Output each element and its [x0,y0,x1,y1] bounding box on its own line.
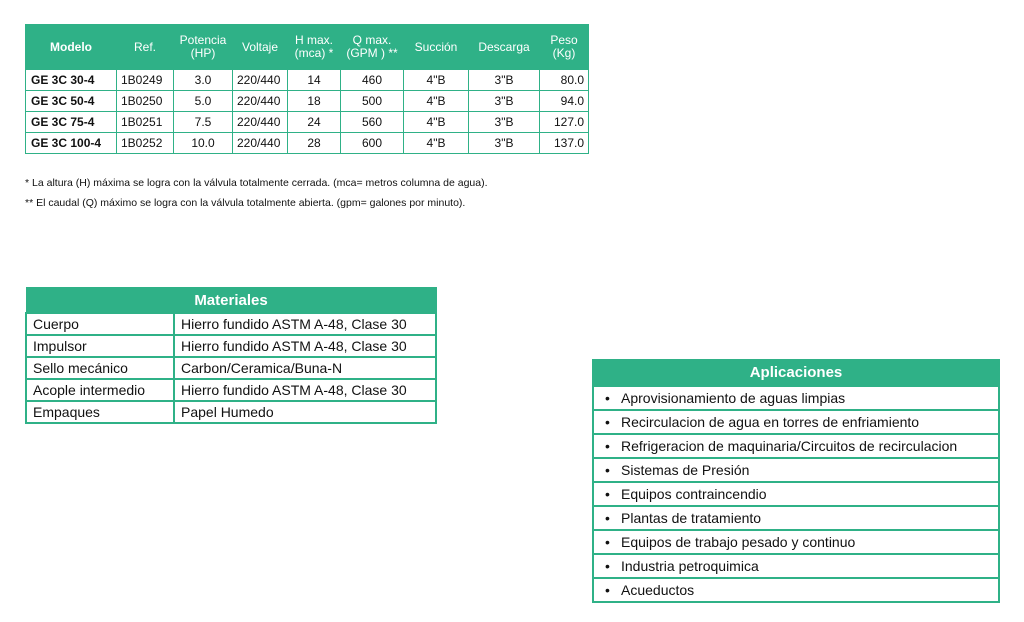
bullet-icon: • [605,486,610,502]
header-hmax-line1: H max. [294,33,333,47]
cell-ref: 1B0250 [117,91,174,112]
header-peso-line1: Peso [550,33,578,47]
list-item-label: Industria petroquimica [621,558,759,574]
cell-modelo: GE 3C 75-4 [26,112,117,133]
list-item-label: Equipos contraincendio [621,486,767,502]
header-descarga: Descarga [469,25,540,70]
cell-succion: 4"B [404,70,469,91]
bullet-icon: • [605,534,610,550]
material-value: Hierro fundido ASTM A-48, Clase 30 [174,313,436,335]
bullet-icon: • [605,438,610,454]
cell-succion: 4"B [404,133,469,154]
bullet-icon: • [605,510,610,526]
bullet-icon: • [605,390,610,406]
materiales-row [26,401,436,423]
header-potencia-line1: Potencia [179,33,227,47]
cell-peso: 127.0 [540,112,589,133]
specifications-table [25,24,589,154]
material-value: Hierro fundido ASTM A-48, Clase 30 [174,379,436,401]
cell-succion: 4"B [404,91,469,112]
list-item-label: Sistemas de Presión [621,462,750,478]
cell-hmax: 18 [288,91,341,112]
material-value: Papel Humedo [174,401,436,423]
material-value: Hierro fundido ASTM A-48, Clase 30 [174,335,436,357]
bullet-icon: • [605,414,610,430]
cell-peso: 137.0 [540,133,589,154]
cell-qmax: 460 [341,70,404,91]
cell-voltaje: 220/440 [233,133,288,154]
list-item [594,409,998,433]
list-item-label: Plantas de tratamiento [621,510,762,526]
cell-hmax: 28 [288,133,341,154]
bullet-icon: • [605,582,610,598]
cell-qmax: 500 [341,91,404,112]
header-voltaje: Voltaje [233,25,288,70]
cell-descarga: 3"B [469,112,540,133]
cell-modelo: GE 3C 50-4 [26,91,117,112]
list-item [594,433,998,457]
material-part: Cuerpo [26,313,174,335]
header-succion: Succión [404,25,469,70]
cell-descarga: 3"B [469,70,540,91]
cell-descarga: 3"B [469,133,540,154]
list-item [594,553,998,577]
header-potencia-line2: (HP) [190,46,216,60]
header-ref: Ref. [117,25,174,70]
materiales-table [25,287,437,424]
spec-row [26,112,589,133]
material-part: Acople intermedio [26,379,174,401]
bullet-icon: • [605,462,610,478]
spec-row [26,70,589,91]
cell-voltaje: 220/440 [233,70,288,91]
list-item-label: Aprovisionamiento de aguas limpias [621,390,846,406]
cell-modelo: GE 3C 100-4 [26,133,117,154]
list-item-label: Recirculacion de agua en torres de enfriamiento [621,414,920,430]
material-part: Empaques [26,401,174,423]
cell-potencia: 3.0 [174,70,233,91]
cell-potencia: 5.0 [174,91,233,112]
list-item [594,481,998,505]
list-item [594,577,998,601]
cell-voltaje: 220/440 [233,91,288,112]
footnote-altura: * La altura (H) máxima se logra con la válvula totalmente cerrada. (mca= metros columna de agua). [25,177,488,189]
spec-row [26,91,589,112]
cell-ref: 1B0249 [117,70,174,91]
cell-descarga: 3"B [469,91,540,112]
header-qmax-line2: (GPM ) ** [346,46,398,60]
header-qmax-line1: Q max. [352,33,392,47]
list-item-label: Acueductos [621,582,695,598]
spec-row [26,133,589,154]
cell-potencia: 7.5 [174,112,233,133]
aplicaciones-list [592,359,1000,603]
list-item-label: Refrigeracion de maquinaria/Circuitos de recirculacion [621,438,958,454]
spec-header-row [26,25,589,70]
header-hmax-line2: (mca) * [294,46,334,60]
cell-hmax: 14 [288,70,341,91]
cell-ref: 1B0252 [117,133,174,154]
cell-succion: 4"B [404,112,469,133]
cell-potencia: 10.0 [174,133,233,154]
materiales-row [26,379,436,401]
cell-modelo: GE 3C 30-4 [26,70,117,91]
cell-peso: 80.0 [540,70,589,91]
cell-qmax: 560 [341,112,404,133]
cell-hmax: 24 [288,112,341,133]
list-item [594,385,998,409]
bullet-icon: • [605,558,610,574]
cell-qmax: 600 [341,133,404,154]
header-qmax [341,25,404,70]
cell-ref: 1B0251 [117,112,174,133]
header-peso [540,25,589,70]
cell-peso: 94.0 [540,91,589,112]
footnote-caudal: ** El caudal (Q) máximo se logra con la válvula totalmente abierta. (gpm= galones por minuto). [25,197,466,209]
materiales-row [26,313,436,335]
list-item [594,457,998,481]
cell-voltaje: 220/440 [233,112,288,133]
material-value: Carbon/Ceramica/Buna-N [174,357,436,379]
material-part: Sello mecánico [26,357,174,379]
header-peso-line2: (Kg) [552,46,576,60]
materiales-row [26,357,436,379]
header-potencia [174,25,233,70]
list-item-label: Equipos de trabajo pesado y continuo [621,534,856,550]
materiales-title: Materiales [26,288,436,314]
materiales-row [26,335,436,357]
aplicaciones-title: Aplicaciones [594,361,998,385]
header-modelo: Modelo [26,25,117,70]
material-part: Impulsor [26,335,174,357]
list-item [594,505,998,529]
header-hmax [288,25,341,70]
list-item [594,529,998,553]
